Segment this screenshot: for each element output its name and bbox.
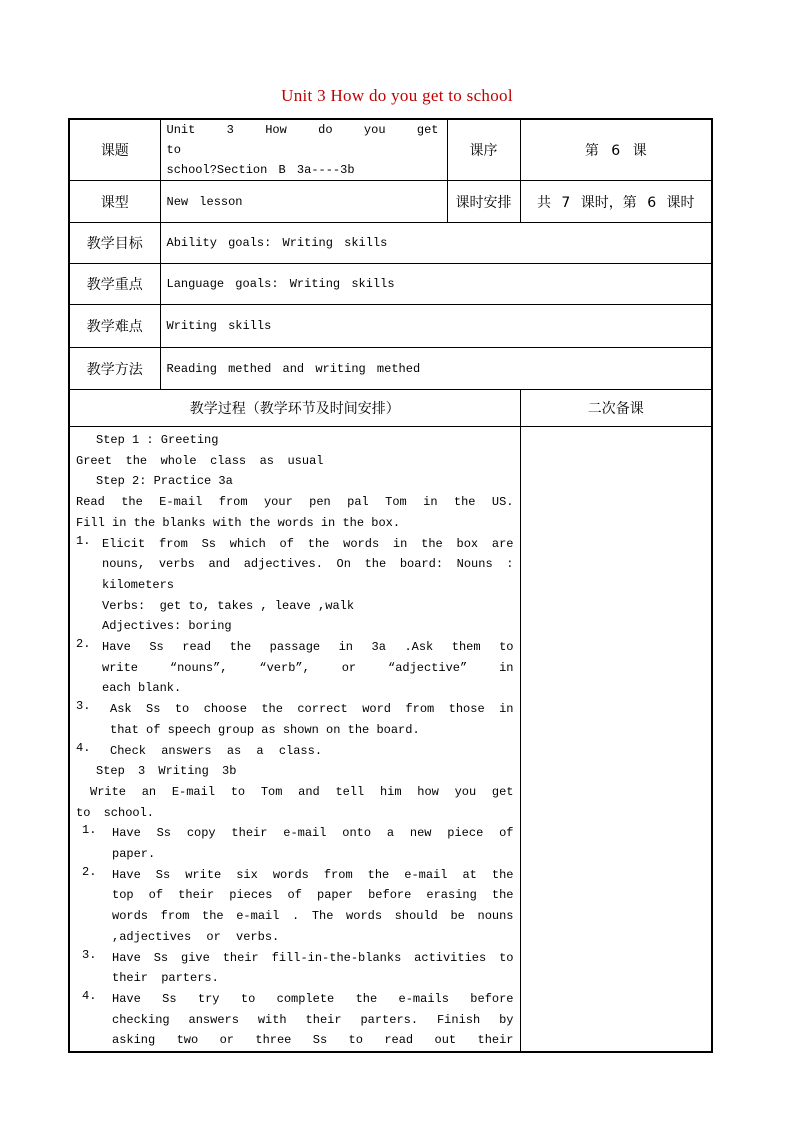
topic-line-2: school?Section B 3a----3b — [166, 163, 355, 177]
list-item: 3. Have Ss give their fill-in-the-blanks activities to their parters. — [82, 947, 514, 986]
topic-row — [69, 119, 712, 181]
goals-label: 教学目标 — [69, 223, 160, 264]
second-prep-header: 二次备课 — [520, 390, 712, 427]
type-row — [69, 181, 712, 223]
key-points-label: 教学重点 — [69, 264, 160, 305]
list-item: 1. Have Ss copy their e-mail onto a new piece of paper. — [82, 823, 514, 862]
lesson-plan-table — [68, 118, 713, 1053]
process-header-row — [69, 390, 712, 427]
process-header: 教学过程（教学环节及时间安排） — [69, 390, 520, 427]
methods-value: Reading methed and writing methed — [160, 348, 712, 390]
list-item: 4. Have Ss try to complete the e-mails before checking answers with their parters. Finish by asking two or three Ss to read out their — [82, 988, 514, 1048]
step2-text-1: Read the E-mail from your pen pal Tom in the US. — [76, 495, 514, 510]
second-prep-content — [520, 427, 712, 1053]
methods-row — [69, 348, 712, 390]
process-row — [69, 427, 712, 1053]
step3-heading: Step 3 Writing 3b — [96, 764, 237, 779]
difficulties-value: Writing skills — [160, 305, 712, 348]
document-title: Unit 3 How do you get to school — [281, 86, 513, 105]
step1-heading: Step 1 : Greeting — [96, 433, 219, 447]
type-label: 课型 — [69, 181, 160, 223]
step3-text-2: to school. — [76, 805, 155, 820]
key-points-row — [69, 264, 712, 305]
list-item: 2. Have Ss write six words from the e-mail at the top of their pieces of paper before erasing the words from the e-mail . The words should be nouns ,adjectives or verbs. — [82, 864, 514, 944]
list-item: 2. Have Ss read the passage in 3a .Ask them to write “nouns”, “verb”, or “adjective” in each blank. — [76, 637, 514, 696]
topic-value — [160, 119, 447, 181]
order-value: 第 6 课 — [520, 119, 712, 181]
schedule-value: 共 7 课时，第 6 课时 — [520, 181, 712, 223]
type-value: New lesson — [160, 181, 447, 223]
process-content — [69, 427, 520, 1053]
difficulties-label: 教学难点 — [69, 305, 160, 348]
key-points-value: Language goals: Writing skills — [160, 264, 712, 305]
step2-heading: Step 2: Practice 3a — [96, 474, 233, 489]
list-item: 3. Ask Ss to choose the correct word from those in that of speech group as shown on the board. — [76, 699, 514, 737]
topic-label: 课题 — [69, 119, 160, 181]
goals-row — [69, 223, 712, 264]
difficulties-row — [69, 305, 712, 348]
schedule-label: 课时安排 — [447, 181, 520, 223]
goals-value: Ability goals: Writing skills — [160, 223, 712, 264]
list-item: 4. Check answers as a class. — [76, 740, 323, 758]
step2-text-2: Fill in the blanks with the words in the box. — [76, 515, 401, 530]
list-item: 1. Elicit from Ss which of the words in the box are nouns, verbs and adjectives. On the board: Nouns : kilometers Verbs: get to, takes , leave ,walk Adjectives: boring — [76, 533, 514, 634]
methods-label: 教学方法 — [69, 348, 160, 390]
topic-line-1: Unit 3 How do you get to — [166, 123, 439, 157]
step1-text: Greet the whole class as usual — [76, 453, 324, 468]
order-label: 课序 — [447, 119, 520, 181]
step3-text-1: Write an E-mail to Tom and tell him how you get — [90, 784, 514, 799]
